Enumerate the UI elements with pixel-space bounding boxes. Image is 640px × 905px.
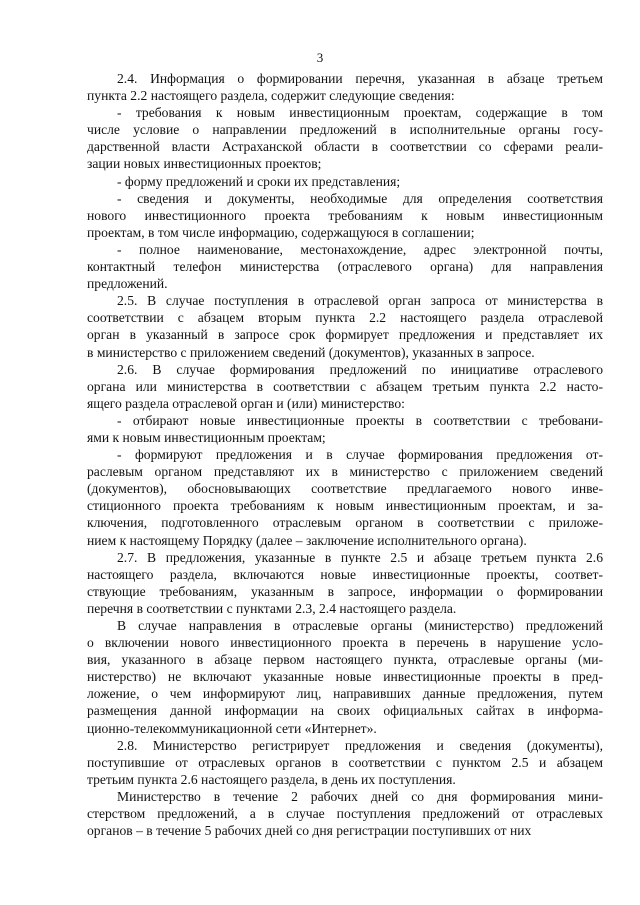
text-line: проектам, в том числе информацию, содержащуюся в соглашении; — [87, 224, 475, 240]
text-line: предложений. — [87, 276, 168, 292]
paragraph — [87, 617, 603, 737]
text-line: - отбирают новые инвестиционные проекты в соответствии с требовани- — [117, 412, 603, 428]
text-line: перечня в соответствии с пунктами 2.3, 2.4 настоящего раздела. — [87, 600, 457, 616]
text-line: - формируют предложения и в случае формирования предложения от- — [117, 447, 603, 463]
paragraph — [87, 788, 603, 839]
paragraph — [87, 549, 603, 617]
text-line: 2.4. Информация о формировании перечня, указанная в абзаце третьем — [117, 71, 603, 86]
text-line: стерством предложений, а в случае поступления предложений от отраслевых — [87, 806, 603, 822]
paragraph — [87, 446, 603, 549]
text-line: - форму предложений и сроки их представления; — [117, 173, 401, 189]
paragraph — [87, 104, 603, 172]
text-line: 2.8. Министерство регистрирует предложения и сведения (документы), — [117, 737, 603, 753]
paragraph — [87, 412, 603, 446]
document-body — [87, 70, 603, 839]
text-line: ями к новым инвестиционным проектам; — [87, 429, 326, 445]
text-line: зации новых инвестиционных проектов; — [87, 156, 322, 172]
paragraph — [87, 361, 603, 412]
text-line: третьим пункта 2.6 настоящего раздела, в день их поступления. — [87, 771, 456, 787]
text-line: 2.6. В случае формирования предложений по инициативе отраслевого — [117, 361, 603, 377]
text-line: в министерство с приложением сведений (документов), указанных в запросе. — [87, 344, 535, 360]
text-line: числе условие о направлении предложений в исполнительные органы госу- — [87, 122, 603, 138]
text-line: - требования к новым инвестиционным проектам, содержащие в том — [117, 105, 603, 121]
text-line: органа или министерства в соответствии с абзацем третьим пункта 2.2 насто- — [87, 378, 603, 394]
text-line: 2.7. В предложения, указанные в пункте 2.5 и абзаце третьем пункта 2.6 — [117, 549, 603, 565]
paragraph — [87, 70, 603, 104]
paragraph — [87, 241, 603, 292]
text-line: органов – в течение 5 рабочих дней со дня регистрации поступивших от них — [87, 823, 532, 839]
text-line: ключения, подготовленного отраслевым органом в соответствии с приложе- — [87, 515, 603, 531]
text-line: В случае направления в отраслевые органы (министерство) предложений — [117, 618, 603, 633]
text-line: нистерство) не включают указанные новые инвестиционные проекты в пред- — [87, 669, 603, 685]
paragraph — [87, 292, 603, 360]
paragraph — [87, 190, 603, 241]
text-line: - сведения и документы, необходимые для определения соответствия — [117, 190, 603, 206]
text-line: нового инвестиционного проекта требованиям к новым инвестиционным — [87, 207, 603, 223]
text-line: (документов), обосновывающих соответствие предлагаемого нового инве- — [87, 481, 603, 497]
paragraph — [87, 737, 603, 788]
text-line: Министерство в течение 2 рабочих дней со дня формирования мини- — [117, 788, 603, 804]
text-line: ствующие требованиям, указанным в запросе, информации о формировании — [87, 583, 603, 599]
text-line: о включении нового инвестиционного проекта в перечень в нарушение усло- — [87, 635, 603, 651]
text-line: ложение, о чем информируют лиц, направивших данные предложения, путем — [87, 686, 603, 702]
text-line: контактный телефон министерства (отраслевого органа) для направления — [87, 259, 603, 275]
text-line: 2.5. В случае поступления в отраслевой орган запроса от министерства в — [117, 293, 603, 309]
text-line: соответствии с абзацем вторым пункта 2.2 настоящего раздела отраслевой — [87, 310, 603, 326]
text-line: вия, указанного в абзаце первом настоящего пункта, отраслевые органы (ми- — [87, 652, 603, 668]
text-line: стиционного проекта требованиям к новым инвестиционным проектам, и за- — [87, 498, 603, 514]
page-number: 3 — [316, 50, 324, 65]
text-line: нием к настоящему Порядку (далее – заключение исполнительного органа). — [87, 532, 527, 548]
paragraph — [87, 173, 603, 190]
text-line: поступившие от отраслевых органов в соответствии с пунктом 2.5 и абзацем — [87, 754, 603, 770]
text-line: размещения данной информации на своих официальных сайтах в информа- — [87, 703, 603, 719]
text-line: - полное наименование, местонахождение, адрес электронной почты, — [117, 241, 603, 257]
text-line: раслевым органом представляют их в министерство с приложением сведений — [87, 464, 603, 480]
text-line: ционно-телекоммуникационной сети «Интернет». — [87, 720, 377, 736]
text-line: ящего раздела отраслевой орган и (или) министерство: — [87, 395, 405, 411]
text-line: настоящего раздела, включаются новые инвестиционные проекты, соответ- — [87, 566, 603, 582]
text-line: дарственной власти Астраханской области в соответствии со сферами реали- — [87, 139, 603, 155]
text-line: орган в указанный в запросе срок формирует предложения и представляет их — [87, 327, 603, 343]
text-line: пункта 2.2 настоящего раздела, содержит следующие сведения: — [87, 88, 455, 104]
